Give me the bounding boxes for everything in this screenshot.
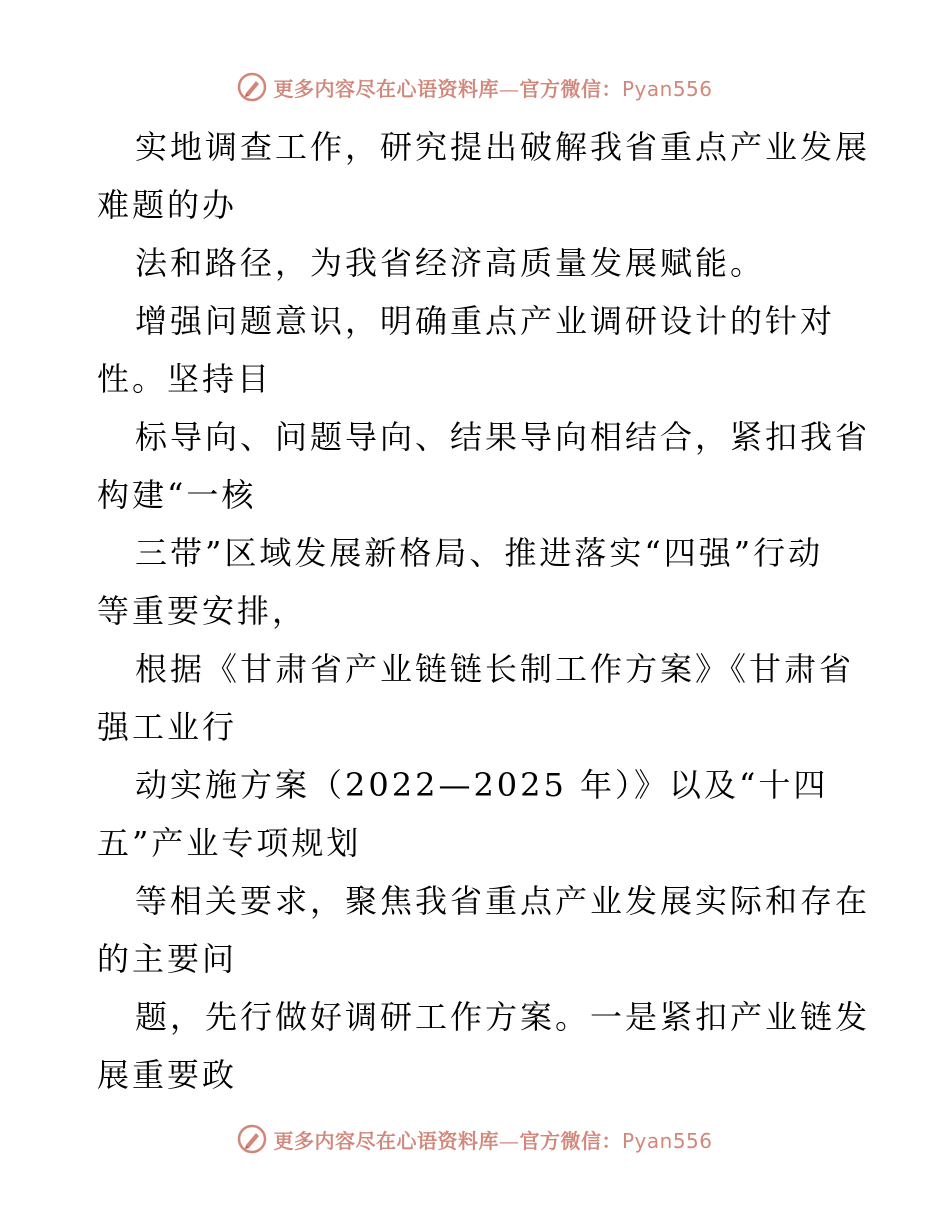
watermark-dash: — [498,76,520,101]
watermark-library-name: 更多内容尽在心语资料库 [273,1128,499,1153]
watermark-wechat-id: Pyan556 [621,76,713,101]
text-line: 根据《甘肃省产业链链长制工作方案》《甘肃省 [135,650,855,688]
text-line: 难题的办 [97,186,238,224]
text-line: 展重要政 [97,1056,238,1094]
watermark-footer [0,1124,950,1154]
watermark-dash: — [498,1128,520,1153]
pen-circle-logo-icon [237,1124,267,1154]
text-line: 标导向、问题导向、结果导向相结合，紧扣我省 [135,418,871,456]
text-line: 实地调查工作，研究提出破解我省重点产业发展 [135,128,871,166]
text-line: 题，先行做好调研工作方案。一是紧扣产业链发 [135,998,871,1036]
text-line: 的主要问 [97,940,238,978]
pen-circle-logo-icon [237,72,267,102]
text-line: 等重要安排， [97,592,308,630]
watermark-official-label: 官方微信： [519,1128,622,1153]
watermark-header [0,72,950,102]
watermark-text [273,73,712,102]
text-line: 等相关要求，聚焦我省重点产业发展实际和存在 [135,882,871,920]
watermark-text [273,1125,712,1154]
text-line: 增强问题意识，明确重点产业调研设计的针对 [135,302,836,340]
text-line: 性。坚持目 [97,360,273,398]
document-body [97,122,871,1108]
watermark-library-name: 更多内容尽在心语资料库 [273,76,499,101]
text-line: 三带”区域发展新格局、推进落实“四强”行动 [135,534,824,572]
text-line: 动实施方案（2022—2025 年）》以及“十四 [135,766,829,804]
text-line: 法和路径，为我省经济高质量发展赋能。 [135,244,766,282]
watermark-wechat-id: Pyan556 [621,1128,713,1153]
text-line: 强工业行 [97,708,238,746]
text-line: 五”产业专项规划 [97,824,362,862]
watermark-official-label: 官方微信： [519,76,622,101]
text-line: 构建“一核 [97,476,257,514]
